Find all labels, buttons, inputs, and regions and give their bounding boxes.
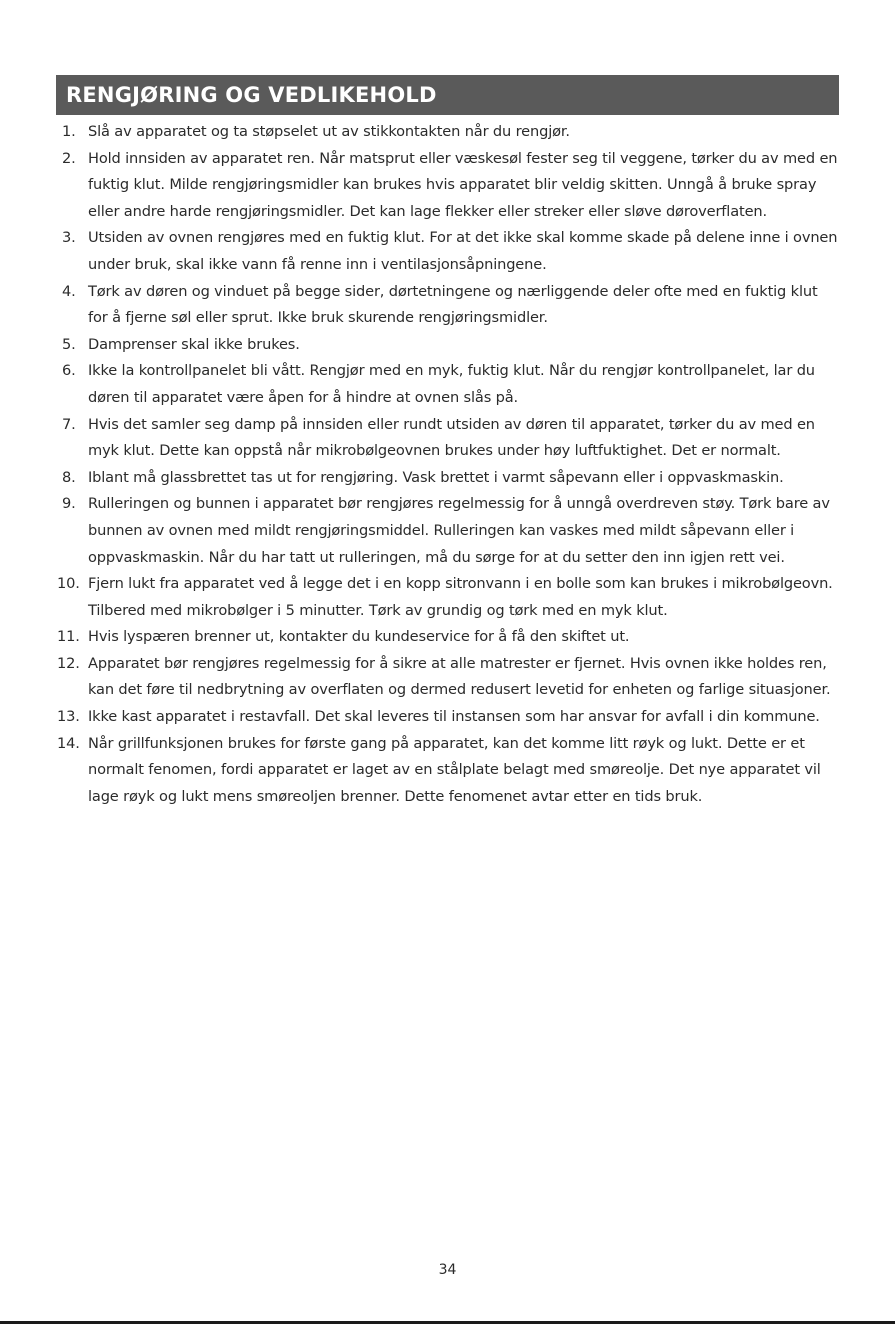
list-item (56, 225, 841, 278)
page-number: 34 (438, 1262, 457, 1278)
section-title: RENGJØRING OG VEDLIKEHOLD (66, 83, 437, 107)
item-text: Hold innsiden av apparatet ren. Når matsprut eller væskesøl fester seg til veggene, tørker du av med en fuktig klut. Milde rengjøringsmidler kan brukes hvis apparatet blir veldig skitten. Unngå å bruke spray eller andre harde rengjøringsmidler. Det kan lage flekker eller streker eller sløve døroverflaten. (88, 149, 838, 220)
item-text: Slå av apparatet og ta støpselet ut av stikkontakten når du rengjør. (88, 123, 570, 140)
item-number: 2. (62, 149, 76, 167)
item-text: Ikke la kontrollpanelet bli vått. Rengjør med en myk, fuktig klut. Når du rengjør kontrollpanelet, lar du døren til apparatet være åpen for å hindre at ovnen slås på. (88, 362, 815, 406)
list-item (56, 651, 841, 704)
list-item (56, 358, 841, 411)
item-number: 3. (62, 229, 76, 247)
item-number: 1. (62, 123, 76, 140)
item-text: Hvis det samler seg damp på innsiden eller rundt utsiden av døren til apparatet, tørker du av med en myk klut. Dette kan oppstå når mikrobølgeovnen brukes under høy luftfuktighet. Det er normalt. (88, 415, 815, 460)
list-item (56, 465, 841, 492)
item-number: 8. (62, 468, 76, 486)
list-item (56, 731, 841, 811)
item-number: 10. (57, 575, 80, 593)
item-number: 12. (57, 654, 80, 672)
item-number: 7. (62, 415, 76, 433)
list-item (56, 491, 841, 571)
list-item (56, 624, 841, 651)
list-item (56, 332, 841, 359)
item-number: 5. (62, 335, 76, 353)
item-text: Damprenser skal ikke brukes. (88, 335, 300, 353)
item-text: Rulleringen og bunnen i apparatet bør rengjøres regelmessig for å unngå overdreven støy. Tørk bare av bunnen av ovnen med mildt rengjøringsmiddel. Rulleringen kan vaskes med mildt såpevann eller i oppvaskmaskin. Når du har tatt ut rulleringen, må du sørge for at du setter den inn igjen rett vei. (88, 495, 830, 566)
item-number: 11. (57, 628, 80, 646)
item-text: Utsiden av ovnen rengjøres med en fuktig klut. For at det ikke skal komme skade på delene inne i ovnen under bruk, skal ikke vann få renne inn i ventilasjonsåpningene. (88, 229, 838, 273)
item-text: Når grillfunksjonen brukes for første gang på apparatet, kan det komme litt røyk og lukt. Dette er et normalt fenomen, fordi apparatet er laget av en stålplate belagt med smøreolje. Det nye apparatet vil lage røyk og lukt mens smøreoljen brenner. Dette fenomenet avtar etter en tids bruk. (88, 734, 821, 805)
section-header-bar (56, 75, 839, 115)
list-item (56, 412, 841, 465)
item-text: Fjern lukt fra apparatet ved å legge det i en kopp sitronvann i en bolle som kan brukes i mikrobølgeovn. Tilbered med mikrobølger i 5 minutter. Tørk av grundig og tørk med en myk klut. (88, 575, 833, 619)
item-number: 6. (62, 362, 76, 380)
item-number: 4. (62, 282, 76, 300)
list-item (56, 571, 841, 624)
list-item (56, 146, 841, 226)
item-number: 14. (57, 734, 80, 752)
item-text: Hvis lyspæren brenner ut, kontakter du kundeservice for å få den skiftet ut. (88, 628, 630, 646)
list-item (56, 279, 841, 332)
item-text: Ikke kast apparatet i restavfall. Det skal leveres til instansen som har ansvar for avfall i din kommune. (88, 708, 820, 726)
item-text: Iblant må glassbrettet tas ut for rengjøring. Vask brettet i varmt såpevann eller i oppvaskmaskin. (88, 468, 784, 486)
item-text: Tørk av døren og vinduet på begge sider, dørtetningene og nærliggende deler ofte med en fuktig klut for å fjerne søl eller sprut. Ikke bruk skurende rengjøringsmidler. (88, 282, 818, 327)
item-text: Apparatet bør rengjøres regelmessig for å sikre at alle matrester er fjernet. Hvis ovnen ikke holdes ren, kan det føre til nedbrytning av overflaten og dermed redusert levetid for enheten og farlige situasjoner. (88, 654, 831, 699)
item-number: 9. (62, 495, 76, 513)
maintenance-instructions-list (56, 119, 841, 810)
list-item (56, 119, 841, 146)
list-item (56, 704, 841, 731)
item-number: 13. (57, 708, 80, 726)
